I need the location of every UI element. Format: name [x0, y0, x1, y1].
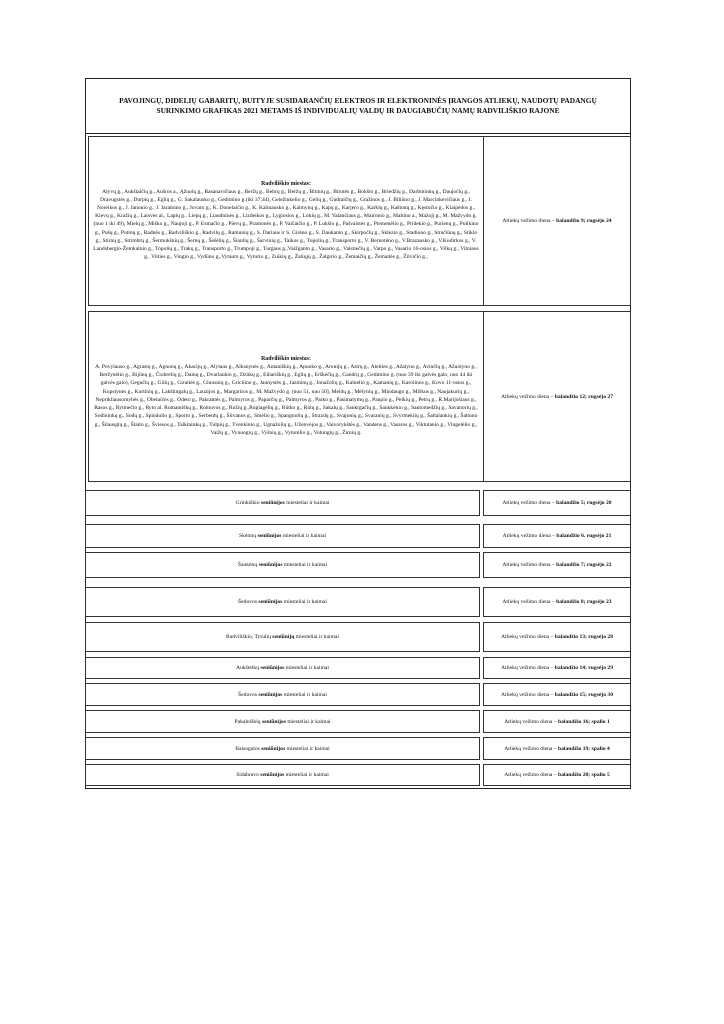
schedule-dates: balandžio 20; spalio 5: [557, 772, 610, 778]
eldership-name: Baisogalos: [235, 745, 262, 752]
schedule-prefix: Atliekų vežimo diena –: [502, 533, 557, 539]
eldership-name-cell: [85, 490, 480, 516]
eldership-label: seniūnijos: [260, 772, 285, 778]
city-block-2: [88, 311, 631, 482]
eldership-name: Aukštelkų: [236, 665, 261, 671]
eldership-suffix: miesteliai ir kaimai: [284, 500, 330, 506]
eldership-name-cell: [85, 587, 480, 617]
schedule-prefix: Atliekų vežimo diena –: [500, 634, 555, 640]
schedule-prefix: Atliekų vežimo diena –: [502, 500, 557, 506]
eldership-name-cell: [85, 622, 480, 652]
eldership-label: seniūnijos: [257, 533, 282, 539]
schedule-prefix: Atliekų vežimo diena –: [500, 393, 555, 400]
eldership-name: Sidabravo: [236, 772, 261, 778]
eldership-schedule-cell: [483, 764, 631, 786]
eldership-label: seniūnijos: [261, 718, 286, 725]
schedule-dates: balandžio 13; rugsėjo 28: [554, 634, 614, 640]
eldership-name: Šeduvos: [238, 691, 259, 698]
eldership-label: seniūnijos: [258, 562, 283, 568]
schedule-prefix: Atliekų vežimo diena –: [500, 691, 555, 698]
eldership-schedule-cell: [483, 737, 631, 760]
eldership-label: seniūnijos: [260, 500, 285, 506]
schedule-dates: balandžio 19; spalio 4: [557, 745, 610, 752]
schedule-dates: balandžio 16; spalio 1: [557, 718, 610, 725]
city-block-2-area: Radviliškio miestas:: [261, 356, 311, 363]
eldership-label: seniūnijos: [260, 665, 285, 671]
eldership-suffix: miesteliai ir kaimai: [282, 562, 328, 568]
city-block-1: [88, 136, 631, 306]
schedule-dates: balandžio 12; rugsėjo 27: [554, 393, 614, 400]
document-title: PAVOJINGŲ, DIDELIŲ GABARITŲ, BUITYJE SUSIDARANČIŲ ELEKTROS IR ELEKTRONINĖS ĮRANGOS ATLIEKŲ, NAUDOTŲ PADANGŲ SURINKIMO GRAFIKAS 2021 METAMS IŠ INDIVIDUALIŲ VALDŲ IR DAUGIABUČIŲ NAMŲ RADVILIŠKIO RAJONE: [119, 95, 597, 115]
city-block-2-schedule-cell: [484, 312, 630, 481]
eldership-suffix: miesteliai ir kaimai: [282, 599, 327, 605]
city-block-1-area: Radviliškio miestas:: [261, 180, 311, 187]
schedule-prefix: Atliekų vežimo diena –: [504, 745, 558, 752]
eldership-suffix: miesteliai ir kaimai: [284, 665, 329, 671]
eldership-name: Grinkiškio: [235, 500, 261, 506]
schedule-prefix: Atliekų vežimo diena –: [502, 562, 557, 568]
schedule-dates: balandžio 14; rugsėjo 29: [554, 665, 614, 671]
schedule-dates: balandžio 15; rugsėjo 30: [554, 691, 614, 698]
eldership-name: Radviliškio, Tyrulių: [226, 634, 273, 640]
eldership-row: [85, 622, 631, 652]
eldership-label: seniūnijos: [261, 745, 286, 752]
eldership-name-cell: [85, 657, 480, 679]
eldership-suffix: miesteliai ir kaimai: [285, 718, 331, 725]
eldership-row: [85, 683, 631, 706]
eldership-row: [85, 524, 631, 548]
eldership-name: Pakalniškių: [234, 718, 262, 725]
eldership-row: [85, 552, 631, 578]
eldership-name-cell: [85, 710, 480, 733]
city-block-1-streets: Alyvų g., Aukštaičių g., Aušros a., Ąžuolų g., Basanavičiaus g., Beržų g., Bebrų g., Beržų g., Bitinių g., Birutės g., Bokšto g., Briedžių g., Darbininkų g., Daujočių g., Dravugstės g., Durpių g., Eglių g., G. Sakalausko g., Gedimino g.(iki 37;44), Geležinkelio g., Gelių g., Gudraičių g., Gražinos g., J. Biliūno g., J. Marcinkevičiaus g., J. Noreikos g., J. Janonio g., J. Jaramino g., Jovaro g., K. Donelaičio g., K. Kalinausko g., Kaimynų g., Kapų g., Karjero g., Karklų g., Kaštonų g., Kęstučio g., Klaipėdos g., Klevų g., Kražių g., Laisvės al., Lapių g., Liepų g., Liaudninės g., Lizdeikos g., Lygiosios g., Lokių g., M. Valančiaus g., Maironio g., Maltino a., Mažoji g., M. Mažvydo g. (nuo 1 iki 49), Mielų g., Miško g., Naujoji g., P. Esmačio g., Pievų g., Pramonės g., P. Vaičaičio g., P. Lukšio g., Pašvaistės g., Piemenėlio g., Pridekio g., Purienų g., Poilkino g., Pušų g., Putinų g., Radnės g., Radviliškio g., Radvilų g., Ramunių g., S. Dariaus ir S. Girėno g., S. Daukanto g., Skirpočių g., Sklezio g., Stadiono g., Stračiūnų g., Stiklo g., Stirnų g., Strimbrų g., Šermukšnių g., Šernų g., Šešėlių g., Šiaulių g., Šarvinių g., Taikos g., Topolių g., Transporto g., V. Bernotėno g., V.Brazausko g., V.Kudirkos g., V. Landsbergio-Žemkalnio g., Topolių g., Trakų g., Transporto g., Trumpoji g., Turgaus g.,Vaižganto g., Vasario g., Valstiečių g., Varpo g., Vasario 16-osios g., Vilkų g., Vilniaus g., Vilties g., Vingio g., Vydūno g.,Vytauto g., Vyturio g., Zuikių g., Žaliųjų g., Žalgirio g., Žemaičių g., Žemaitės g., Žilvičio g.,: [93, 188, 479, 261]
eldership-label: seniūnijos: [258, 691, 283, 698]
city-block-1-streets-cell: [89, 137, 484, 305]
city-block-1-schedule-cell: [484, 137, 630, 305]
eldership-name-cell: [85, 764, 480, 786]
schedule-dates: balandžio 6. rugsėjo 21: [556, 533, 612, 539]
eldership-schedule-cell: [483, 552, 631, 578]
title-box: [85, 78, 631, 134]
eldership-schedule-cell: [483, 587, 631, 617]
eldership-row: [85, 764, 631, 786]
city-block-2-streets-cell: [89, 312, 484, 481]
schedule-dates: balandžio 5; rugsėjo 20: [556, 500, 612, 506]
eldership-name-cell: [85, 737, 480, 760]
eldership-name: Skėmių: [238, 533, 258, 539]
eldership-name: Šaukėnų: [237, 562, 259, 568]
eldership-name-cell: [85, 524, 480, 548]
eldership-row: [85, 657, 631, 679]
schedule-prefix: Atliekų vežimo diena –: [502, 599, 557, 605]
eldership-row: [85, 737, 631, 760]
eldership-suffix: miesteliai ir kaimai: [284, 772, 329, 778]
eldership-schedule-cell: [483, 683, 631, 706]
schedule-dates: balandžio 8; rugsėjo 23: [556, 599, 612, 605]
eldership-row: [85, 587, 631, 617]
schedule-prefix: Atliekų vežimo diena –: [500, 665, 555, 671]
city-block-1-schedule: [502, 218, 611, 224]
eldership-schedule-cell: [483, 710, 631, 733]
schedule-dates: balandžio 9; rugsėjo 24: [556, 218, 612, 224]
eldership-name-cell: [85, 683, 480, 706]
schedule-dates: balandžio 7; rugsėjo 22: [556, 562, 612, 568]
eldership-row: [85, 490, 631, 516]
eldership-suffix: miesteliai ir kaimai: [282, 691, 327, 698]
eldership-name-cell: [85, 552, 480, 578]
eldership-schedule-cell: [483, 622, 631, 652]
city-block-2-streets: A. Povylauso g., Agrastų g., Agnonų g., Akacijų g., Alytaus g., Alksnynės g., Antaniškių g., Apuoko g., Aronijų g., Astrų g., Ateities g., Ažalyno g., Avinčių g., Ažuolyno g., Beržynėlio g., Bijūnų g., Čiobrelių g., Dainų g., Dvarlaukio g., Dzūkų g., Eibariškių g., Eglių g., Erškėčių g., Gandrų g., Gedimino g. (nuo 39 iki galvės galo, nuo 44 iki galvės galo), Gegučių g., Gilių g., Giraitės g., Gluosnių g., Griciūno g., Jaunystės g., Jazminų g., Jonažolių g., Kalnelio g., Kamanių g., Karolinos g., Kovo 11-osios g., Kupstynės g., Kurtinių g., Lakštingalų g., Lauzijos g., Margaritos g., M. Mažvydo g. (nuo 51, nuo 50), Meldų g., Mėlynių g., Mindaugo g., Miškus g., Naujakurių g., Neprikliausomybės g., Obelaičės g., Odeto g., Pakrantės g., Palmyros g., Paparčių g., Palmyros g., Parko g., Pasimatymų g., Paupio g., Pelkių g., Petrų g., R.Marijošiaus g., Rasos g., Rytmečio g., Ryto al. Romantiškų g., Romuvos g., Rožių g.,Rugiagėlių g., Rūtko g., Rūtų g., Sakalų g., Sankrgačių g., Sankkėnio g., Santomedžių g., Savanorių g., Sodininkų g., Sodų g., Spindulio g., Sporto g., Serbentų g., Šilvanos g., Smėlio g., Spanguolių g., Strazdų g., Svajonių g., Svaranių g., Svyrmeklių g., Šaltalankių g., Šaltuno g., Šilausgių g., Šlaito g., Šviesos g., Talkininkų g., Tulpių g., Tvenkinio g., Ugnažolių g., Uženvėjos g., Vaivorykštės g., Vandens g., Vasaros g., Viktutanio g., Vingelėlio g., Vaižų g., Vynuogių g., Vyšnių g., Vyturėlio g., Volungių g., Žirnių g.: [94, 364, 478, 436]
eldership-name: Šeduvos: [238, 599, 259, 605]
eldership-schedule-cell: [483, 490, 631, 516]
city-block-2-schedule: [501, 394, 613, 400]
eldership-label: seniūnijos: [258, 599, 283, 605]
eldership-schedule-cell: [483, 657, 631, 679]
eldership-suffix: miesteliai ir kaimai: [285, 745, 330, 752]
eldership-label: seniūnijų: [272, 634, 295, 640]
schedule-prefix: Atliekų vežimo diena –: [504, 718, 558, 725]
eldership-suffix: miesteliai ir kaimai: [281, 533, 327, 539]
eldership-suffix: miesteliai ir kaimai: [294, 634, 339, 640]
eldership-row: [85, 710, 631, 733]
schedule-prefix: Atliekų vežimo diena –: [502, 218, 557, 224]
schedule-prefix: Atliekų vežimo diena –: [504, 772, 558, 778]
eldership-schedule-cell: [483, 524, 631, 548]
